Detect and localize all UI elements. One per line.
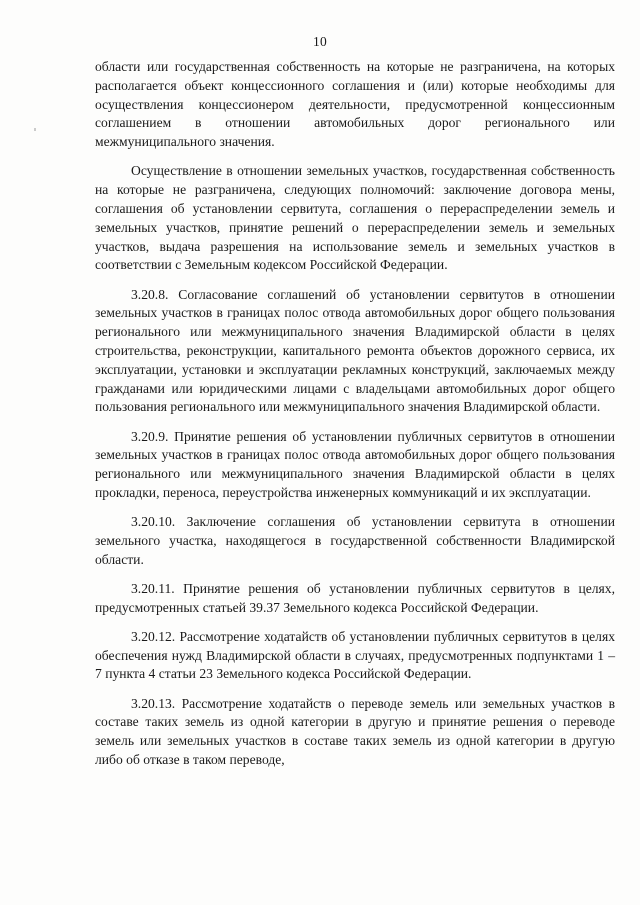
document-body xyxy=(95,58,615,770)
paragraph-powers-unallocated-land: Осуществление в отношении земельных участков, государственная собственность на которые не разграничена, следующих полномочий: заключение договора мены, соглашения об установлении сервитута, соглашения о перераспределении земель и земельных участков, принятие решений о перераспределении земель и земельных участков, выдача разрешения на использование земель и земельных участков в соответствии с Земельным кодексом Российской Федерации. xyxy=(95,163,615,273)
paragraph-3-20-9: 3.20.9. Принятие решения об установлении публичных сервитутов в отношении земельных участков в границах полос отвода автомобильных дорог общего пользования регионального или межмуниципального значения Владимирской области в целях прокладки, переноса, переустройства инженерных коммуникаций и их эксплуатации. xyxy=(95,428,615,500)
paragraph-3-20-12: 3.20.12. Рассмотрение ходатайств об установлении публичных сервитутов в целях обеспечения нужд Владимирской области в случаях, предусмотренных подпунктами 1 – 7 пункта 4 статьи 23 Земельного кодекса Российской Федерации. xyxy=(95,628,615,682)
scan-mark xyxy=(34,128,36,131)
paragraph-continuation: области или государственная собственность на которые не разграничена, на которых располагается объект концессионного соглашения и (или) которые необходимы для осуществления концессионером деятельности, предусмотренной концессионным соглашением в отношении автомобильных дорог регионального или межмуниципального значения. xyxy=(95,59,615,150)
paragraph-3-20-13: 3.20.13. Рассмотрение ходатайств о переводе земель или земельных участков в составе таких земель из одной категории в другую и принятие решения о переводе земель или земельных участков в составе таких земель из одной категории в другую либо об отказе в таком переводе, xyxy=(95,695,615,768)
paragraph-3-20-10: 3.20.10. Заключение соглашения об установлении сервитута в отношении земельного участка, находящегося в государственной собственности Владимирской области. xyxy=(95,514,615,567)
paragraph-3-20-8: 3.20.8. Согласование соглашений об установлении сервитутов в отношении земельных участков в границах полос отвода автомобильных дорог общего пользования регионального или межмуниципального значения Владимирской области в целях строительства, реконструкции, капитального ремонта объектов дорожного сервиса, их эксплуатации, установки и эксплуатации рекламных конструкций, заключаемых между гражданами или юридическими лицами с владельцами автомобильных дорог общего пользования регионального или межмуниципального значения Владимирской области. xyxy=(95,286,615,415)
page-number: 10 xyxy=(312,34,328,49)
paragraph-3-20-11: 3.20.11. Принятие решения об установлении публичных сервитутов в целях, предусмотренных статьей 39.37 Земельного кодекса Российской Федерации. xyxy=(95,580,615,615)
